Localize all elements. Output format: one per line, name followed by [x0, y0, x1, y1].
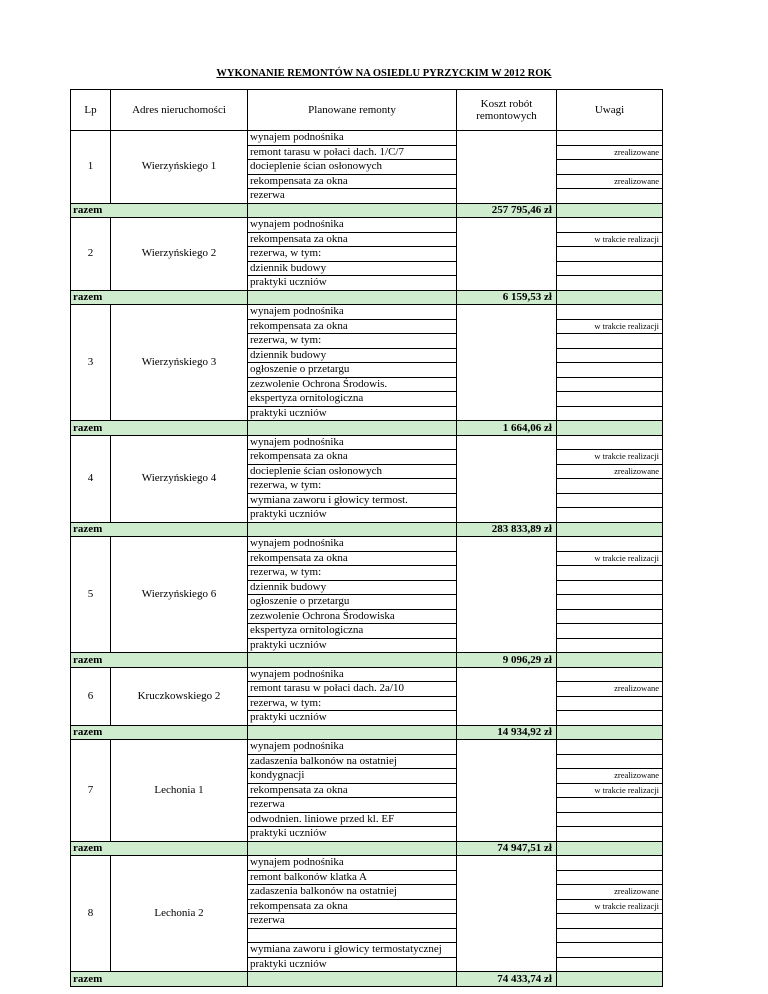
status-note [557, 914, 663, 929]
cost-cell [457, 508, 557, 523]
subtotal-notes-empty [557, 841, 663, 856]
status-note [557, 348, 663, 363]
property-address: Wierzyńskiego 6 [111, 537, 248, 653]
status-note [557, 247, 663, 262]
cost-cell [457, 928, 557, 943]
planned-work: wynajem podnośnika [248, 740, 457, 755]
cost-cell [457, 624, 557, 639]
subtotal-works-empty [248, 841, 457, 856]
subtotal-notes-empty [557, 972, 663, 987]
header-address: Adres nieruchomości [111, 90, 248, 131]
cost-cell [457, 667, 557, 682]
planned-work: kondygnacji [248, 769, 457, 784]
row-number: 6 [71, 667, 111, 725]
subtotal-works-empty [248, 725, 457, 740]
subtotal-cost: 1 664,06 zł [457, 421, 557, 436]
status-note [557, 479, 663, 494]
planned-work: dziennik budowy [248, 580, 457, 595]
planned-work: docieplenie ścian osłonowych [248, 464, 457, 479]
planned-work: rekompensata za okna [248, 551, 457, 566]
status-note [557, 363, 663, 378]
cost-cell [457, 464, 557, 479]
cost-cell [457, 218, 557, 233]
planned-work: dziennik budowy [248, 261, 457, 276]
subtotal-notes-empty [557, 203, 663, 218]
cost-cell [457, 406, 557, 421]
subtotal-works-empty [248, 290, 457, 305]
planned-work: rekompensata za okna [248, 319, 457, 334]
planned-work: praktyki uczniów [248, 827, 457, 842]
cost-cell [457, 160, 557, 175]
status-note: zrealizowane [557, 174, 663, 189]
planned-work: zadaszenia balkonów na ostatniej [248, 885, 457, 900]
status-note [557, 754, 663, 769]
cost-cell [457, 435, 557, 450]
planned-work: ogłoszenie o przetargu [248, 595, 457, 610]
cost-cell [457, 696, 557, 711]
subtotal-notes-empty [557, 653, 663, 668]
planned-work: rezerwa, w tym: [248, 479, 457, 494]
cost-cell [457, 566, 557, 581]
property-address: Kruczkowskiego 2 [111, 667, 248, 725]
cost-cell [457, 595, 557, 610]
cost-cell [457, 885, 557, 900]
subtotal-cost: 9 096,29 zł [457, 653, 557, 668]
status-note: zrealizowane [557, 885, 663, 900]
cost-cell [457, 305, 557, 320]
cost-cell [457, 450, 557, 465]
status-note: w trakcie realizacji [557, 232, 663, 247]
planned-work: praktyki uczniów [248, 638, 457, 653]
subtotal-row [71, 653, 663, 668]
status-note [557, 334, 663, 349]
status-note: w trakcie realizacji [557, 450, 663, 465]
status-note: zrealizowane [557, 464, 663, 479]
planned-work: rezerwa, w tym: [248, 334, 457, 349]
subtotal-notes-empty [557, 522, 663, 537]
status-note [557, 131, 663, 146]
planned-work: rezerwa, w tym: [248, 696, 457, 711]
property-address: Wierzyńskiego 1 [111, 131, 248, 204]
property-address: Wierzyńskiego 2 [111, 218, 248, 291]
status-note [557, 392, 663, 407]
subtotal-label: razem [71, 203, 248, 218]
planned-work: ekspertyza ornitologiczna [248, 624, 457, 639]
cost-cell [457, 247, 557, 262]
status-note [557, 189, 663, 204]
planned-work: zezwolenie Ochrona Środowis. [248, 377, 457, 392]
cost-cell [457, 609, 557, 624]
row-number: 1 [71, 131, 111, 204]
subtotal-notes-empty [557, 725, 663, 740]
cost-cell [457, 174, 557, 189]
header-cost: Koszt robót remontowych [457, 90, 557, 131]
cost-cell [457, 754, 557, 769]
header-row [71, 90, 663, 131]
status-note: w trakcie realizacji [557, 319, 663, 334]
row-number: 7 [71, 740, 111, 842]
planned-work: wynajem podnośnika [248, 218, 457, 233]
planned-work [248, 928, 457, 943]
cost-cell [457, 740, 557, 755]
table-row [71, 305, 663, 320]
status-note: w trakcie realizacji [557, 899, 663, 914]
cost-cell [457, 348, 557, 363]
status-note [557, 609, 663, 624]
planned-work: remont tarasu w połaci dach. 1/C/7 [248, 145, 457, 160]
property-address: Wierzyńskiego 4 [111, 435, 248, 522]
subtotal-works-empty [248, 972, 457, 987]
subtotal-row [71, 290, 663, 305]
status-note [557, 276, 663, 291]
subtotal-notes-empty [557, 421, 663, 436]
planned-work: wymiana zaworu i głowicy termost. [248, 493, 457, 508]
subtotal-row [71, 421, 663, 436]
cost-cell [457, 870, 557, 885]
planned-work: rezerwa, w tym: [248, 247, 457, 262]
cost-cell [457, 769, 557, 784]
planned-work: wynajem podnośnika [248, 435, 457, 450]
cost-cell [457, 131, 557, 146]
status-note: w trakcie realizacji [557, 551, 663, 566]
planned-work: praktyki uczniów [248, 406, 457, 421]
cost-cell [457, 638, 557, 653]
row-number: 8 [71, 856, 111, 972]
status-note [557, 566, 663, 581]
cost-cell [457, 145, 557, 160]
subtotal-label: razem [71, 522, 248, 537]
status-note [557, 696, 663, 711]
cost-cell [457, 189, 557, 204]
planned-work: ogłoszenie o przetargu [248, 363, 457, 378]
planned-work: rezerwa, w tym: [248, 566, 457, 581]
property-address: Lechonia 2 [111, 856, 248, 972]
status-note [557, 812, 663, 827]
cost-cell [457, 493, 557, 508]
planned-work: rekompensata za okna [248, 783, 457, 798]
subtotal-cost: 74 947,51 zł [457, 841, 557, 856]
planned-work: praktyki uczniów [248, 711, 457, 726]
header-lp: Lp [71, 90, 111, 131]
cost-cell [457, 232, 557, 247]
planned-work: remont balkonów klatka A [248, 870, 457, 885]
status-note [557, 667, 663, 682]
cost-cell [457, 827, 557, 842]
subtotal-cost: 257 795,46 zł [457, 203, 557, 218]
cost-cell [457, 377, 557, 392]
table-row [71, 218, 663, 233]
cost-cell [457, 392, 557, 407]
header-works: Planowane remonty [248, 90, 457, 131]
subtotal-works-empty [248, 203, 457, 218]
subtotal-label: razem [71, 841, 248, 856]
subtotal-label: razem [71, 725, 248, 740]
cost-cell [457, 580, 557, 595]
table-row [71, 435, 663, 450]
status-note [557, 928, 663, 943]
status-note [557, 595, 663, 610]
cost-cell [457, 261, 557, 276]
property-address: Wierzyńskiego 3 [111, 305, 248, 421]
status-note [557, 870, 663, 885]
table-row [71, 856, 663, 871]
status-note [557, 493, 663, 508]
cost-cell [457, 363, 557, 378]
cost-cell [457, 914, 557, 929]
planned-work: wynajem podnośnika [248, 537, 457, 552]
status-note [557, 508, 663, 523]
planned-work: odwodnien. liniowe przed kl. EF [248, 812, 457, 827]
status-note [557, 435, 663, 450]
planned-work: wynajem podnośnika [248, 131, 457, 146]
row-number: 2 [71, 218, 111, 291]
cost-cell [457, 798, 557, 813]
planned-work: wymiana zaworu i głowicy termostatycznej [248, 943, 457, 958]
subtotal-row [71, 522, 663, 537]
cost-cell [457, 537, 557, 552]
subtotal-label: razem [71, 653, 248, 668]
subtotal-notes-empty [557, 290, 663, 305]
cost-cell [457, 899, 557, 914]
status-note [557, 827, 663, 842]
renovation-table [70, 89, 663, 987]
table-row [71, 667, 663, 682]
cost-cell [457, 711, 557, 726]
planned-work: praktyki uczniów [248, 276, 457, 291]
planned-work: zadaszenia balkonów na ostatniej [248, 754, 457, 769]
planned-work: rezerwa [248, 189, 457, 204]
subtotal-row [71, 203, 663, 218]
cost-cell [457, 682, 557, 697]
cost-cell [457, 943, 557, 958]
planned-work: wynajem podnośnika [248, 856, 457, 871]
planned-work: dziennik budowy [248, 348, 457, 363]
table-row [71, 131, 663, 146]
status-note [557, 798, 663, 813]
planned-work: wynajem podnośnika [248, 305, 457, 320]
status-note [557, 943, 663, 958]
planned-work: docieplenie ścian osłonowych [248, 160, 457, 175]
planned-work: rezerwa [248, 798, 457, 813]
status-note [557, 305, 663, 320]
status-note [557, 218, 663, 233]
status-note [557, 261, 663, 276]
document-title: WYKONANIE REMONTÓW NA OSIEDLU PYRZYCKIM W 2012 ROK [216, 68, 552, 79]
row-number: 3 [71, 305, 111, 421]
table-row [71, 537, 663, 552]
status-note [557, 377, 663, 392]
subtotal-label: razem [71, 290, 248, 305]
subtotal-cost: 283 833,89 zł [457, 522, 557, 537]
cost-cell [457, 479, 557, 494]
subtotal-label: razem [71, 972, 248, 987]
status-note [557, 957, 663, 972]
cost-cell [457, 783, 557, 798]
planned-work: rekompensata za okna [248, 174, 457, 189]
status-note: w trakcie realizacji [557, 783, 663, 798]
status-note [557, 580, 663, 595]
cost-cell [457, 856, 557, 871]
status-note: zrealizowane [557, 145, 663, 160]
cost-cell [457, 957, 557, 972]
row-number: 4 [71, 435, 111, 522]
planned-work: rekompensata za okna [248, 450, 457, 465]
subtotal-row [71, 725, 663, 740]
subtotal-row [71, 841, 663, 856]
subtotal-row [71, 972, 663, 987]
status-note [557, 638, 663, 653]
cost-cell [457, 319, 557, 334]
planned-work: zezwolenie Ochrona Środowiska [248, 609, 457, 624]
planned-work: praktyki uczniów [248, 508, 457, 523]
cost-cell [457, 812, 557, 827]
cost-cell [457, 551, 557, 566]
subtotal-works-empty [248, 653, 457, 668]
subtotal-works-empty [248, 421, 457, 436]
header-notes: Uwagi [557, 90, 663, 131]
status-note [557, 406, 663, 421]
planned-work: rezerwa [248, 914, 457, 929]
status-note [557, 711, 663, 726]
planned-work: ekspertyza ornitologiczna [248, 392, 457, 407]
subtotal-works-empty [248, 522, 457, 537]
subtotal-cost: 14 934,92 zł [457, 725, 557, 740]
status-note: zrealizowane [557, 769, 663, 784]
subtotal-cost: 74 433,74 zł [457, 972, 557, 987]
property-address: Lechonia 1 [111, 740, 248, 842]
row-number: 5 [71, 537, 111, 653]
status-note [557, 537, 663, 552]
subtotal-label: razem [71, 421, 248, 436]
planned-work: rekompensata za okna [248, 232, 457, 247]
status-note [557, 740, 663, 755]
planned-work: rekompensata za okna [248, 899, 457, 914]
status-note [557, 160, 663, 175]
subtotal-cost: 6 159,53 zł [457, 290, 557, 305]
status-note [557, 856, 663, 871]
cost-cell [457, 334, 557, 349]
status-note [557, 624, 663, 639]
status-note: zrealizowane [557, 682, 663, 697]
planned-work: wynajem podnośnika [248, 667, 457, 682]
planned-work: praktyki uczniów [248, 957, 457, 972]
cost-cell [457, 276, 557, 291]
planned-work: remont tarasu w połaci dach. 2a/10 [248, 682, 457, 697]
table-row [71, 740, 663, 755]
